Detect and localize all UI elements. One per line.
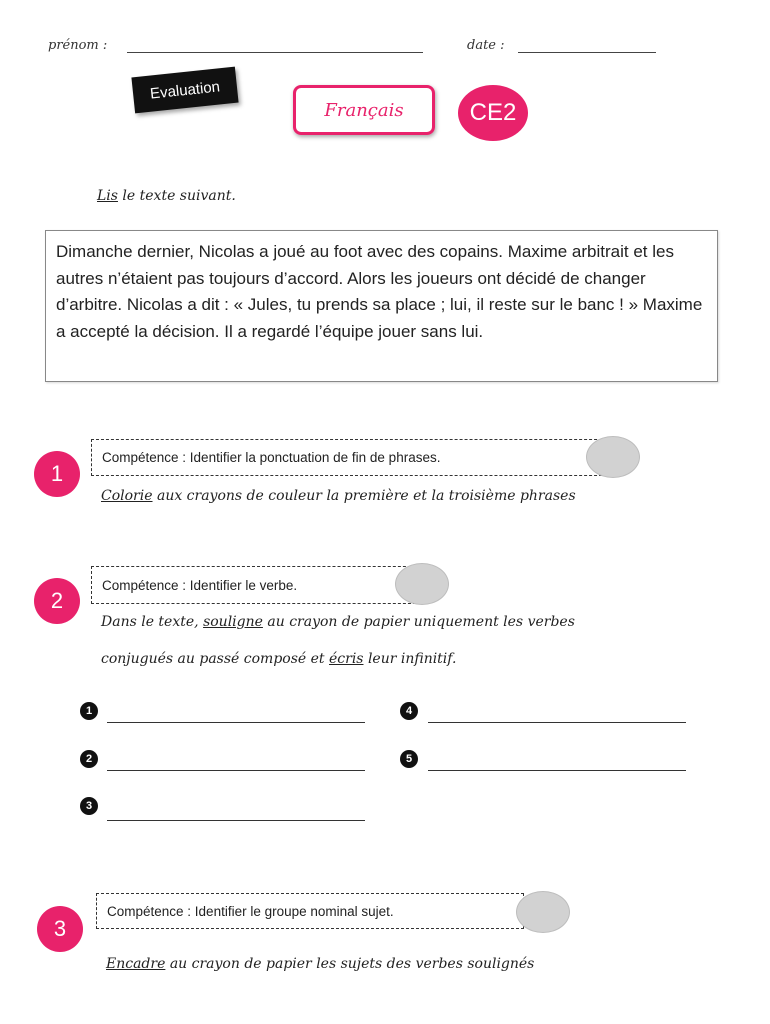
exercise-3-task <box>106 956 534 972</box>
exercise-2-task-line2 <box>101 651 456 667</box>
exercise-2-competence <box>91 566 421 604</box>
prenom-label: prénom : <box>48 38 108 53</box>
evaluation-tag: Evaluation <box>131 67 238 114</box>
task-text: au crayon de papier uniquement les verbes <box>267 614 575 630</box>
answer-3-number: 3 <box>80 797 98 815</box>
reading-text-box: Dimanche dernier, Nicolas a joué au foot avec des copains. Maxime arbitrait et les autres n’étaient pas toujours d’accord. Alors les joueurs ont décidé de changer d’arbitre. Nicolas a dit : « Jules, tu prends sa place ; lui, il reste sur le banc ! » Maxime a accepté la décision. Il a regardé l’équipe jouer sans lui. <box>45 230 718 382</box>
date-field[interactable] <box>518 52 656 53</box>
competence-text: Compétence : Identifier le groupe nominal sujet. <box>107 903 394 919</box>
exercise-1-number: 1 <box>34 451 80 497</box>
exercise-1-competence <box>91 439 612 476</box>
answer-2-number: 2 <box>80 750 98 768</box>
exercise-3-competence <box>96 893 524 929</box>
answer-3-line[interactable] <box>107 820 365 821</box>
answer-2-line[interactable] <box>107 770 365 771</box>
task-keyword: Colorie <box>101 488 153 504</box>
subject-label: Français <box>293 85 435 135</box>
answer-4-number: 4 <box>400 702 418 720</box>
task-keyword: souligne <box>203 614 263 630</box>
exercise-2-score-circle[interactable] <box>395 563 449 605</box>
task-text: Dans le texte, <box>101 614 199 630</box>
task-text: leur infinitif. <box>367 651 457 667</box>
answer-5-line[interactable] <box>428 770 686 771</box>
exercise-1-task <box>101 488 576 504</box>
instruction-keyword: Lis <box>97 188 118 204</box>
exercise-1-score-circle[interactable] <box>586 436 640 478</box>
task-text: conjugués au passé composé et <box>101 651 325 667</box>
exercise-3-number: 3 <box>37 906 83 952</box>
exercise-3-score-circle[interactable] <box>516 891 570 933</box>
competence-text: Compétence : Identifier la ponctuation de fin de phrases. <box>102 450 441 465</box>
date-label: date : <box>467 38 505 53</box>
instruction-text: le texte suivant. <box>122 188 236 204</box>
answer-4-line[interactable] <box>428 722 686 723</box>
level-badge: CE2 <box>458 85 528 141</box>
exercise-2-task-line1 <box>101 614 575 630</box>
competence-text: Compétence : Identifier le verbe. <box>102 577 298 593</box>
task-keyword: Encadre <box>106 956 166 972</box>
prenom-field[interactable] <box>127 52 423 53</box>
exercise-2-number: 2 <box>34 578 80 624</box>
answer-5-number: 5 <box>400 750 418 768</box>
reading-instruction <box>97 188 236 204</box>
task-keyword: écris <box>329 651 364 667</box>
answer-1-number: 1 <box>80 702 98 720</box>
answer-1-line[interactable] <box>107 722 365 723</box>
task-text: aux crayons de couleur la première et la troisième phrases <box>156 488 576 504</box>
task-text: au crayon de papier les sujets des verbes soulignés <box>169 956 535 972</box>
